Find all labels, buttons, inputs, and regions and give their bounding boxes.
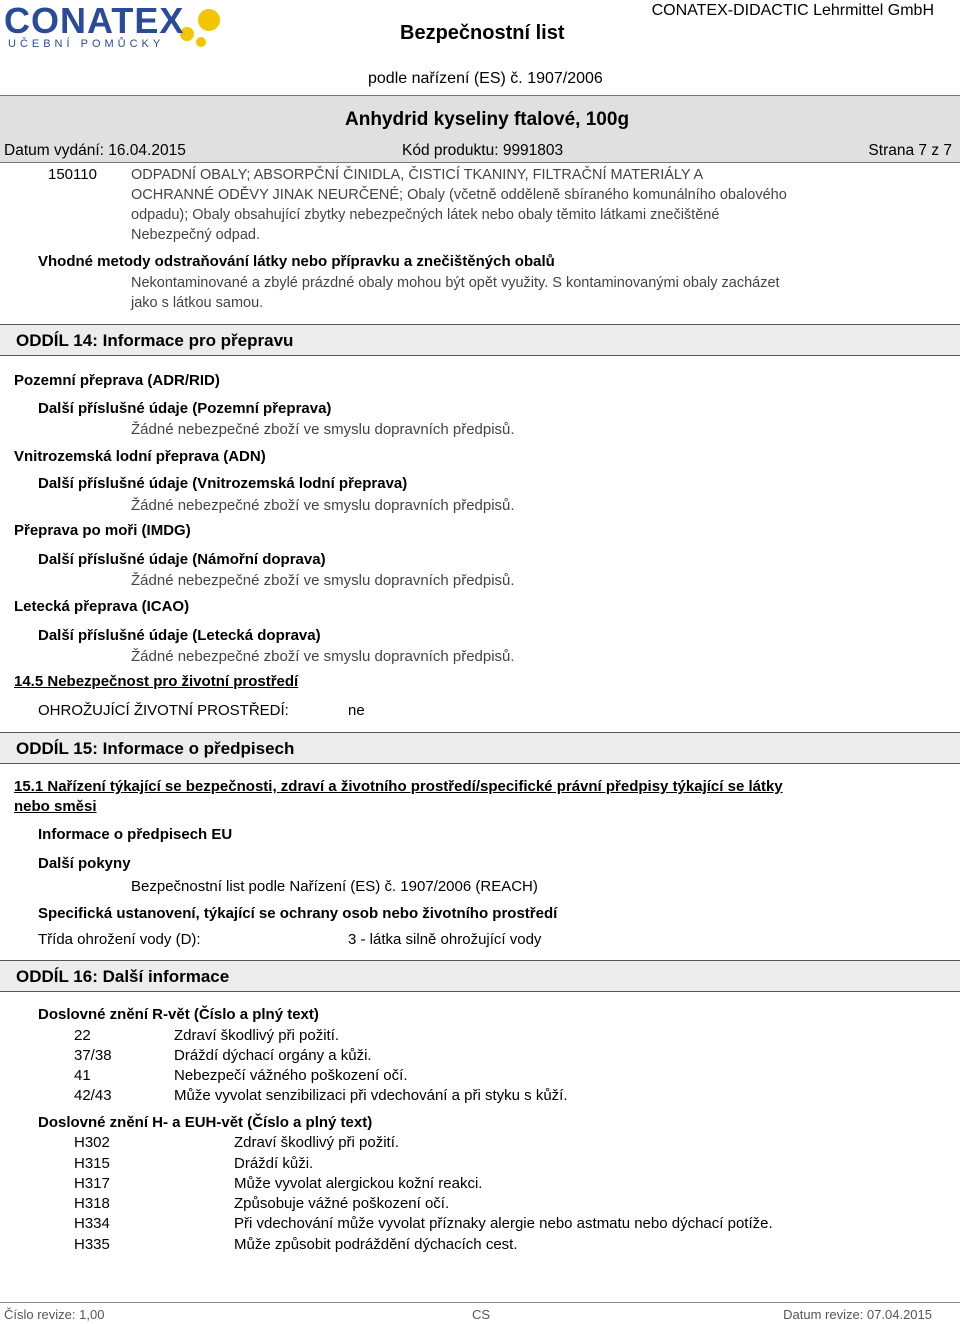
h-phrase-text: Při vdechování může vyvolat příznaky alergie nebo astmatu nebo dýchací potíže. (234, 1215, 773, 1232)
environment-hazard-heading: 14.5 Nebezpečnost pro životní prostředí (14, 673, 299, 690)
r-phrase-code: 37/38 (74, 1047, 112, 1064)
h-phrase-text: Zdraví škodlivý při požití. (234, 1134, 400, 1151)
sea-transport-text: Žádné nebezpečné zboží ve smyslu dopravních předpisů. (131, 572, 515, 589)
h-phrase-code: H315 (74, 1155, 110, 1172)
section-14-header (0, 324, 960, 356)
r-phrase-text: Nebezpečí vážného poškození očí. (174, 1067, 408, 1084)
environment-hazard-value: ne (348, 702, 365, 719)
sea-transport-more: Další příslušné údaje (Námořní doprava) (38, 551, 326, 568)
land-transport-heading: Pozemní přeprava (ADR/RID) (14, 372, 220, 389)
section-15-header (0, 732, 960, 764)
logo-text: CONATEX (4, 0, 185, 41)
r-phrase-text: Dráždí dýchací orgány a kůži. (174, 1047, 372, 1064)
air-transport-text: Žádné nebezpečné zboží ve smyslu dopravních předpisů. (131, 648, 515, 665)
waste-code: 150110 (48, 166, 97, 183)
company-logo (4, 0, 226, 54)
r-phrase-code: 42/43 (74, 1087, 112, 1104)
h-phrase-code: H317 (74, 1175, 110, 1192)
h-phrase-code: H302 (74, 1134, 110, 1151)
water-hazard-value: 3 - látka silně ohrožující vody (348, 931, 542, 948)
regulation-subheading-line-1: 15.1 Nařízení týkající se bezpečnosti, zdraví a životního prostředí/specifické právní předpisy týkající se látky (14, 778, 783, 795)
inland-transport-text: Žádné nebezpečné zboží ve smyslu dopravních předpisů. (131, 497, 515, 514)
footer-divider (0, 1302, 960, 1303)
environment-hazard-label: OHROŽUJÍCÍ ŽIVOTNÍ PROSTŘEDÍ: (38, 702, 289, 719)
h-phrase-text: Může vyvolat alergickou kožní reakci. (234, 1175, 483, 1192)
section-16-header (0, 960, 960, 992)
sea-transport-heading: Přeprava po moři (IMDG) (14, 522, 191, 539)
waste-line-4: Nebezpečný odpad. (131, 227, 260, 243)
document-title: Bezpečnostní list (400, 22, 565, 44)
company-name: CONATEX-DIDACTIC Lehrmittel GmbH (651, 2, 934, 19)
h-phrase-code: H318 (74, 1195, 110, 1212)
air-transport-more: Další příslušné údaje (Letecká doprava) (38, 627, 321, 644)
footer-language: CS (472, 1307, 491, 1322)
footer-revision-date: Datum revize: 07.04.2015 (783, 1307, 932, 1322)
h-phrase-code: H335 (74, 1236, 110, 1253)
land-transport-more: Další příslušné údaje (Pozemní přeprava) (38, 400, 332, 417)
waste-line-1: ODPADNÍ OBALY; ABSORPČNÍ ČINIDLA, ČISTICÍ TKANINY, FILTRAČNÍ MATERIÁLY A (131, 167, 704, 183)
specific-provisions-heading: Specifická ustanovení, týkající se ochrany osob nebo životního prostředí (38, 905, 558, 922)
footer-revision: Číslo revize: 1,00 (4, 1307, 105, 1322)
section-15-title: ODDÍL 15: Informace o předpisech (16, 739, 295, 758)
inland-transport-more: Další příslušné údaje (Vnitrozemská lodní přeprava) (38, 475, 408, 492)
h-phrase-text: Způsobuje vážné poškození očí. (234, 1195, 450, 1212)
h-phrase-text: Dráždí kůži. (234, 1155, 314, 1172)
waste-line-2: OCHRANNÉ ODĚVY JINAK NEURČENÉ; Obaly (včetně odděleně sbíraného komunálního obalového (131, 187, 787, 203)
product-code: Kód produktu: 9991803 (402, 142, 564, 159)
product-name: Anhydrid kyseliny ftalové, 100g (345, 109, 630, 130)
disposal-methods-line-1: Nekontaminované a zbylé prázdné obaly mohou být opět využity. S kontaminovanými obaly zacházet (131, 275, 780, 291)
regulation-text: podle nařízení (ES) č. 1907/2006 (368, 70, 603, 87)
eu-info-heading: Informace o předpisech EU (38, 826, 233, 843)
r-phrase-code: 41 (74, 1067, 91, 1084)
issue-date: Datum vydání: 16.04.2015 (4, 142, 186, 159)
section-14-title: ODDÍL 14: Informace pro přepravu (16, 331, 294, 350)
h-phrase-code: H334 (74, 1215, 110, 1232)
page-number: Strana 7 z 7 (868, 142, 952, 159)
disposal-methods-line-2: jako s látkou samou. (131, 295, 264, 311)
water-hazard-label: Třída ohrožení vody (D): (38, 931, 201, 948)
regulation-subheading-line-2: nebo směsi (14, 798, 97, 815)
product-header-band (0, 95, 960, 163)
waste-line-3: odpadu); Obaly obsahující zbytky nebezpečných látek nebo obaly těmito látkami znečištěné (131, 207, 720, 223)
r-phrases-heading: Doslovné znění R-vět (Číslo a plný text) (38, 1006, 319, 1023)
h-phrase-text: Může způsobit podráždění dýchacích cest. (234, 1236, 518, 1253)
disposal-methods-heading: Vhodné metody odstraňování látky nebo přípravku a znečištěných obalů (38, 253, 555, 270)
r-phrase-code: 22 (74, 1027, 91, 1044)
further-notes-heading: Další pokyny (38, 855, 131, 872)
h-phrases-heading: Doslovné znění H- a EUH-vět (Číslo a plný text) (38, 1114, 373, 1131)
further-notes-text: Bezpečnostní list podle Nařízení (ES) č. 1907/2006 (REACH) (131, 878, 538, 895)
inland-transport-heading: Vnitrozemská lodní přeprava (ADN) (14, 448, 266, 465)
logo-subtext: UČEBNÍ POMŮCKY (8, 38, 165, 50)
r-phrase-text: Může vyvolat senzibilizaci při vdechování a při styku s kůží. (174, 1087, 568, 1104)
r-phrase-text: Zdraví škodlivý při požití. (174, 1027, 340, 1044)
land-transport-text: Žádné nebezpečné zboží ve smyslu dopravních předpisů. (131, 421, 515, 438)
section-16-title: ODDÍL 16: Další informace (16, 967, 230, 986)
air-transport-heading: Letecká přeprava (ICAO) (14, 598, 190, 615)
